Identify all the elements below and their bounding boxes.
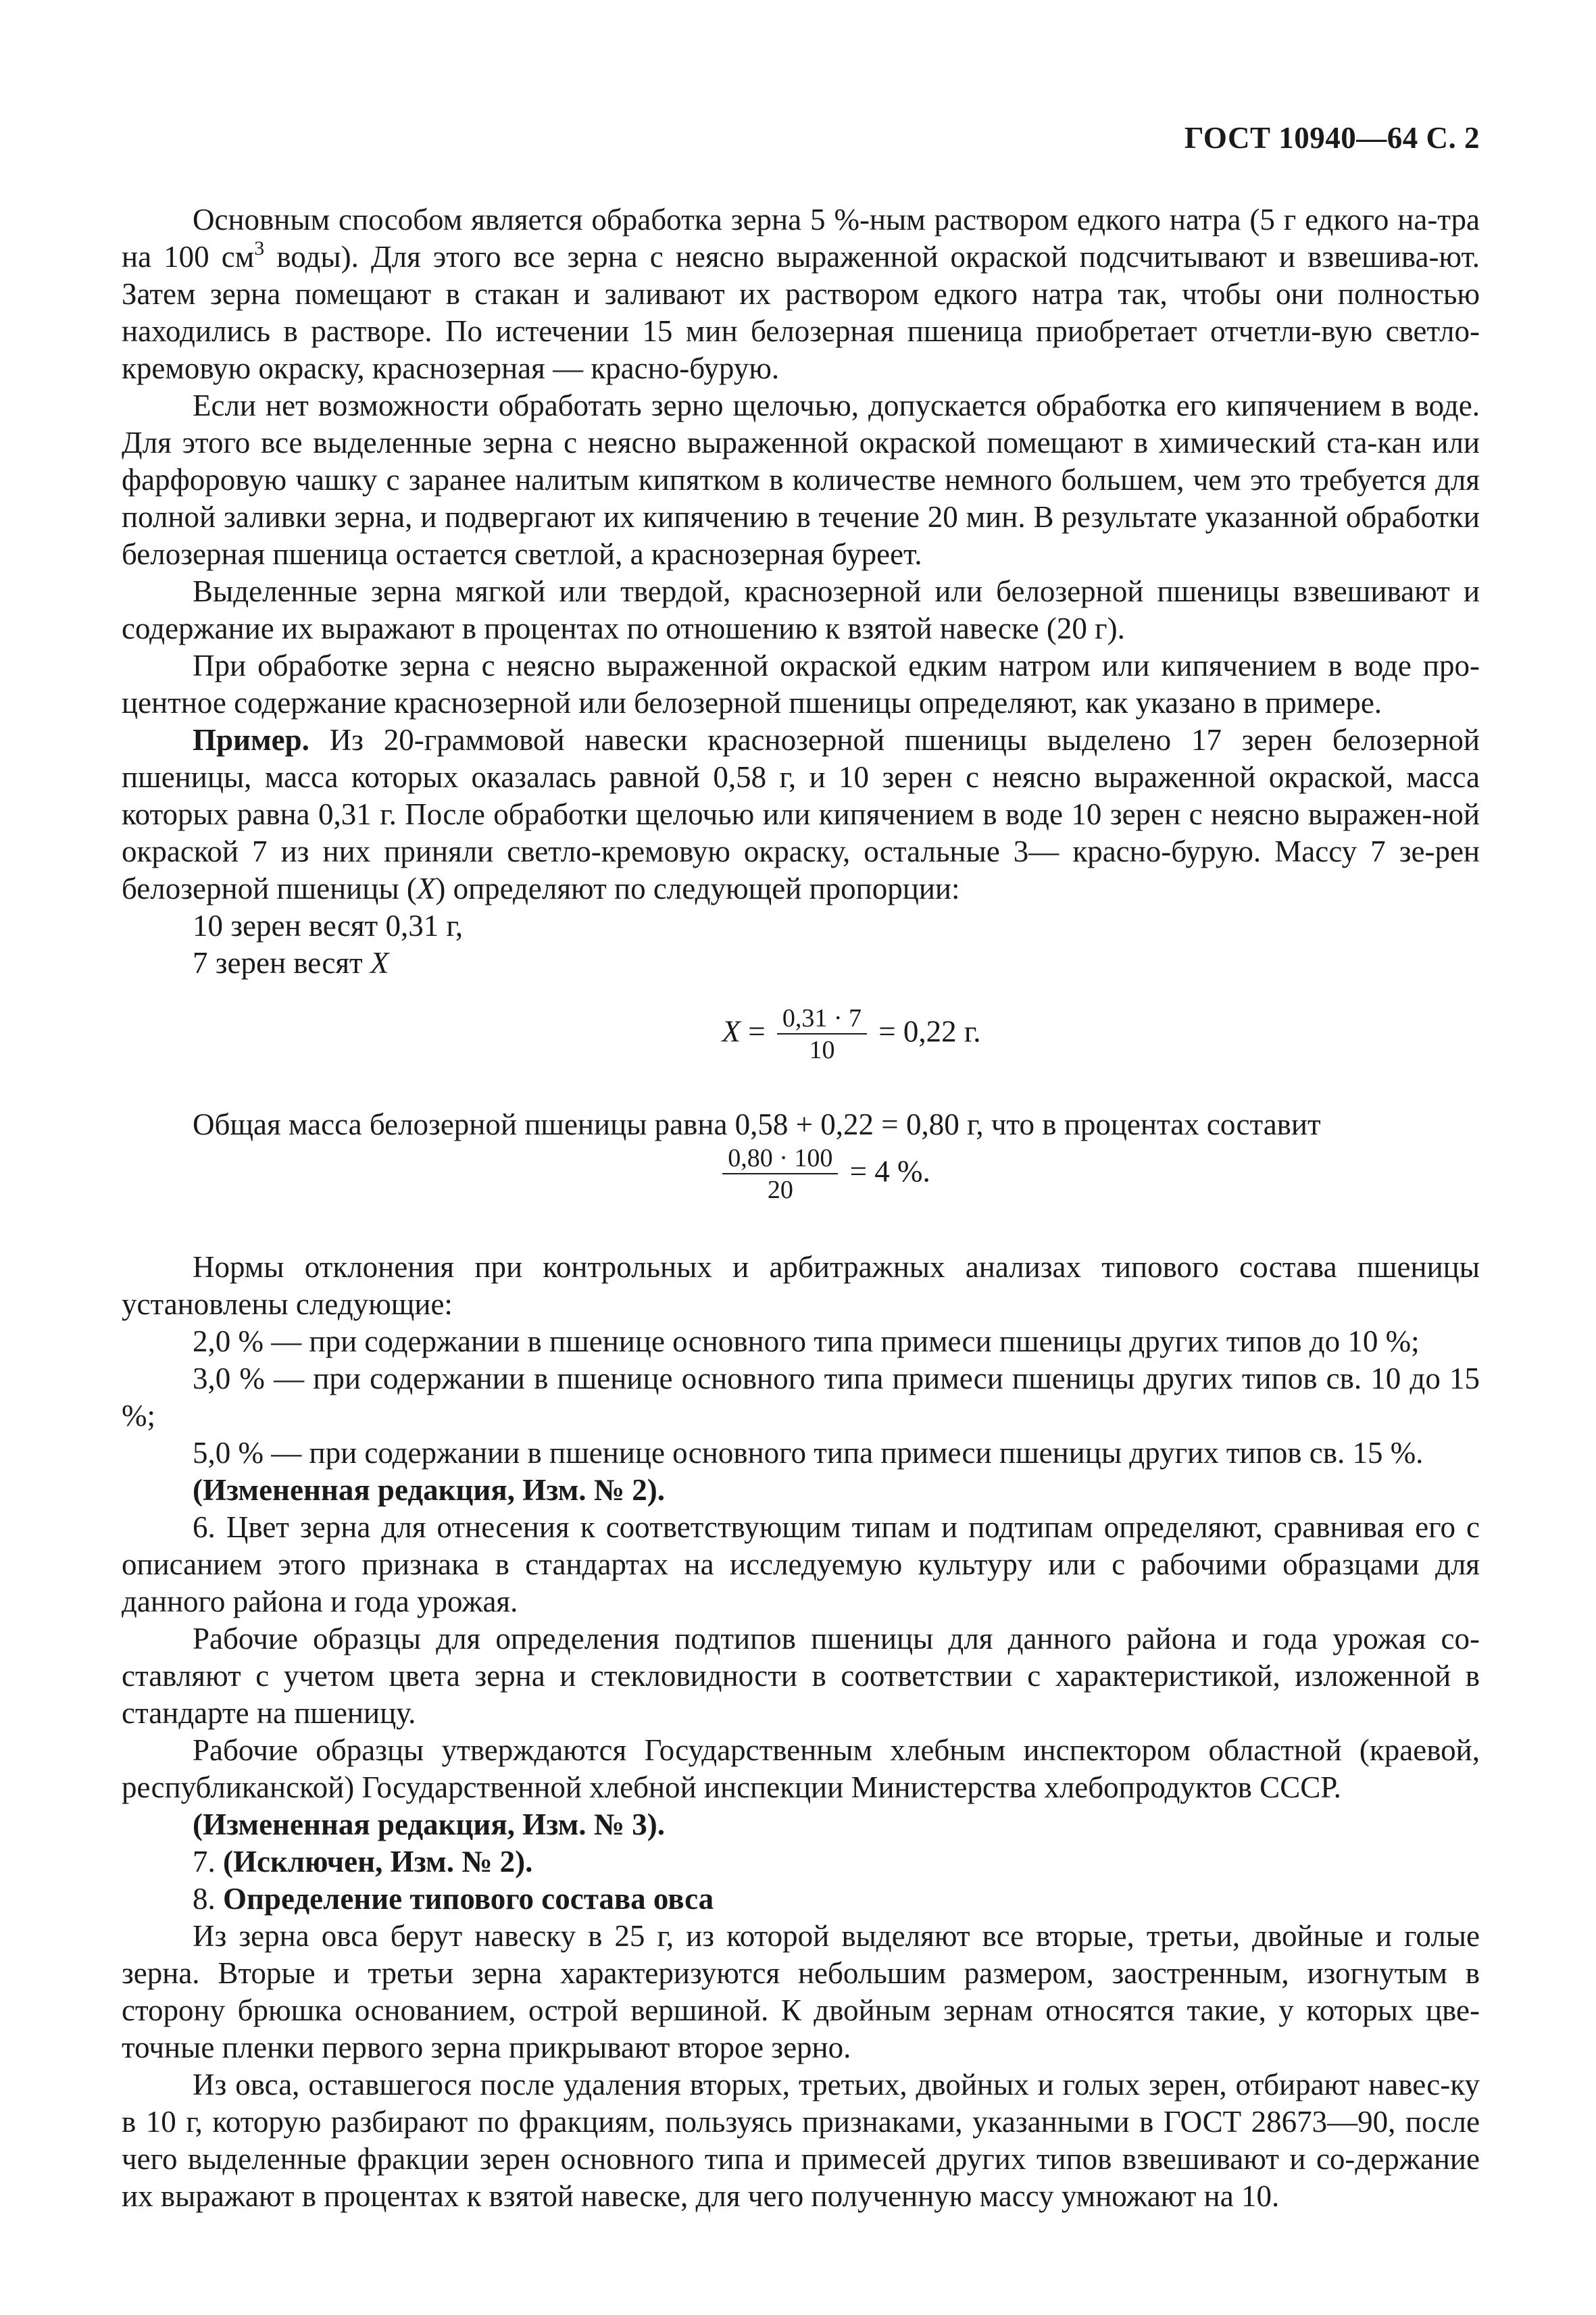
norm-item-2: 3,0 % — при содержании в пшенице основного типа примеси пшеницы других типов св. 10 до 15 %;	[122, 1362, 1480, 1433]
text-run: Основным способом является обработка зерна 5 %-ным раствором едкого натра (5 г едкого на-тра на 100 см	[122, 203, 1480, 274]
formula-result: = 0,22 г.	[871, 1014, 981, 1049]
amendment-note-3	[122, 1806, 1480, 1843]
variable-x: X	[370, 946, 389, 980]
variable-x: X	[416, 872, 436, 905]
section-number: 8.	[193, 1882, 216, 1916]
fraction-denominator: 20	[767, 1176, 793, 1204]
formula-fraction	[722, 1143, 838, 1205]
formula-percent	[122, 1143, 1480, 1219]
formula-x	[122, 1003, 1480, 1078]
paragraph-grain-color: 6. Цвет зерна для отнесения к соответствующим типам и подтипам определяют, сравнивая его с описанием этого признака в стандартах на исследуемую культуру или с рабочими образцами для данного района и года урожая.	[122, 1510, 1480, 1618]
text-run: воды). Для этого все зерна с неясно выраженной окраской подсчитывают и взвешива-ют. Затем зерна помещают в стакан и заливают их раствором едкого натра так, чтобы они полностью находились в растворе. По истечении 15 мин белозерная пшеница приобретает отчетли-вую светло-кремовую окраску, краснозерная — красно-бурую.	[122, 240, 1480, 385]
formula-fraction	[777, 1003, 867, 1066]
text-run: ) определяют по следующей пропорции:	[435, 872, 960, 905]
formula-result: = 4 %.	[842, 1154, 930, 1189]
section-7	[122, 1843, 1480, 1881]
paragraph-weighing: Выделенные зерна мягкой или твердой, краснозерной или белозерной пшеницы взвешивают и содержание их выражают в процентах по отношению к взятой навеске (20 г).	[122, 574, 1480, 645]
paragraph-norms: Нормы отклонения при контрольных и арбитражных анализах типового состава пшеницы установлены следующие:	[122, 1250, 1480, 1321]
section-number: 7.	[193, 1845, 216, 1878]
text-run: Из 20-граммовой навески краснозерной пшеницы выделено 17 зерен белозерной пшеницы, масса которых оказалась равной 0,58 г, и 10 зерен с неясно выраженной окраской, масса которых равна 0,31 г. После обработки щелочью или кипячением в воде 10 зерен с неясно выражен-ной окраской 7 из них приняли светло-кремовую окраску, остальные 3— красно-бурую. Массу 7 зе-рен белозерной пшеницы (	[122, 723, 1480, 905]
text-run: 7 зерен весят	[193, 946, 370, 980]
paragraph-example	[122, 722, 1480, 907]
paragraph-samples-approval: Рабочие образцы утверждаются Государственным хлебным инспектором областной (краевой, республиканской) Государственной хлебной инспекции Министерства хлебопродуктов СССР.	[122, 1733, 1480, 1804]
section-text: (Исключен, Изм. № 2).	[215, 1845, 533, 1878]
example-label: Пример.	[193, 723, 309, 757]
document-page	[122, 0, 1480, 2315]
amendment-note-2	[122, 1472, 1480, 1509]
section-8-heading	[122, 1881, 1480, 1918]
norm-item-3: 5,0 % — при содержании в пшенице основного типа примеси пшеницы других типов св. 15 %.	[193, 1436, 1424, 1470]
fraction-numerator: 0,31 · 7	[777, 1003, 867, 1035]
proportion-line-1: 10 зерен весят 0,31 г,	[193, 909, 464, 943]
paragraph-naoh-treatment	[122, 201, 1480, 387]
fraction-numerator: 0,80 · 100	[722, 1143, 838, 1174]
norm-item-1: 2,0 % — при содержании в пшенице основного типа примеси пшеницы других типов до 10 %;	[193, 1324, 1420, 1358]
paragraph-percentage: При обработке зерна с неясно выраженной окраской едким натром или кипячением в воде про-центное содержание краснозерной или белозерной пшеницы определяют, как указано в примере.	[122, 649, 1480, 720]
formula-equals: =	[740, 1014, 773, 1049]
formula-lhs: X	[722, 1014, 741, 1049]
amendment-text: (Измененная редакция, Изм. № 3).	[193, 1808, 666, 1841]
fraction-denominator: 10	[809, 1036, 835, 1064]
paragraph-oats-sample: Из зерна овса берут навеску в 25 г, из которой выделяют все вторые, третьи, двойные и голые зерна. Вторые и третьи зерна характеризуются небольшим размером, заостренным, изогнутым в сторону брюшка основанием, острой вершиной. К двойным зернам относятся такие, у которых цве-точные пленки первого зерна прикрывают второе зерно.	[122, 1919, 1480, 2064]
page-header: ГОСТ 10940—64 С. 2	[1184, 121, 1480, 155]
section-heading: Определение типового состава овса	[215, 1882, 714, 1916]
paragraph-boiling-treatment: Если нет возможности обработать зерно щелочью, допускается обработка его кипячением в воде. Для этого все выделенные зерна с неясно выраженной окраской помещают в химический ста-кан или фарфоровую чашку с заранее налитым кипятком в количестве немного большем, чем это требуется для полной заливки зерна, и подвергают их кипячению в течение 20 мин. В результате указанной обработки белозерная пшеница остается светлой, а краснозерная буреет.	[122, 389, 1480, 571]
paragraph-oats-fractions: Из овса, оставшегося после удаления вторых, третьих, двойных и голых зерен, отбирают навес-ку в 10 г, которую разбирают по фракциям, пользуясь признаками, указанными в ГОСТ 28673—90, после чего выделенные фракции зерен основного типа и примесей других типов взвешивают и со-держание их выражают в процентах к взятой навеске, для чего полученную массу умножают на 10.	[122, 2068, 1480, 2213]
superscript: 3	[254, 237, 265, 259]
paragraph-working-samples: Рабочие образцы для определения подтипов пшеницы для данного района и года урожая со-ставляют с учетом цвета зерна и стекловидности в соответствии с характеристикой, изложенной в стандарте на пшеницу.	[122, 1622, 1480, 1730]
proportion-line-2	[122, 945, 1480, 982]
paragraph-total-mass: Общая масса белозерной пшеницы равна 0,58 + 0,22 = 0,80 г, что в процентах составит	[193, 1107, 1321, 1141]
document-body	[122, 201, 1480, 2215]
amendment-text: (Измененная редакция, Изм. № 2).	[193, 1473, 666, 1507]
